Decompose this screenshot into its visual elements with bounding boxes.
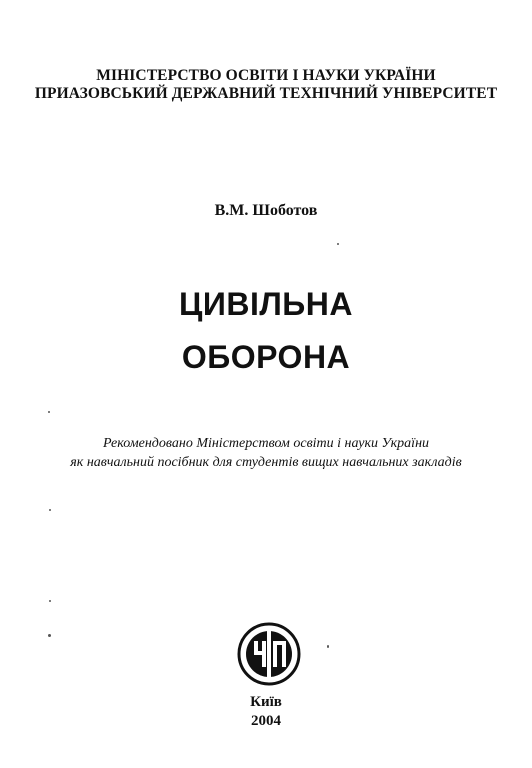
author-name: В.М. Шоботов bbox=[214, 202, 318, 219]
scan-speck bbox=[49, 509, 51, 511]
scan-speck bbox=[48, 634, 51, 637]
scan-speck bbox=[48, 411, 50, 413]
publisher-logo-cl-icon bbox=[236, 621, 302, 687]
scan-speck bbox=[327, 645, 329, 648]
recommendation-line1: Рекомендовано Міністерством освіти і науки України bbox=[102, 436, 430, 451]
ministry-name: МІНІСТЕРСТВО ОСВІТИ І НАУКИ УКРАЇНИ bbox=[96, 67, 436, 84]
book-title-line2: ОБОРОНА bbox=[181, 339, 351, 375]
scan-speck bbox=[49, 600, 51, 602]
university-name: ПРИАЗОВСЬКИЙ ДЕРЖАВНИЙ ТЕХНІЧНИЙ УНІВЕРСИТЕТ bbox=[34, 85, 498, 102]
imprint-year: 2004 bbox=[251, 713, 281, 729]
imprint-city: Київ bbox=[250, 694, 282, 710]
book-title-line1: ЦИВІЛЬНА bbox=[178, 286, 354, 322]
recommendation-line2: як навчальний посібник для студентів вищих навчальних закладів bbox=[70, 455, 462, 470]
scan-speck bbox=[337, 243, 339, 245]
